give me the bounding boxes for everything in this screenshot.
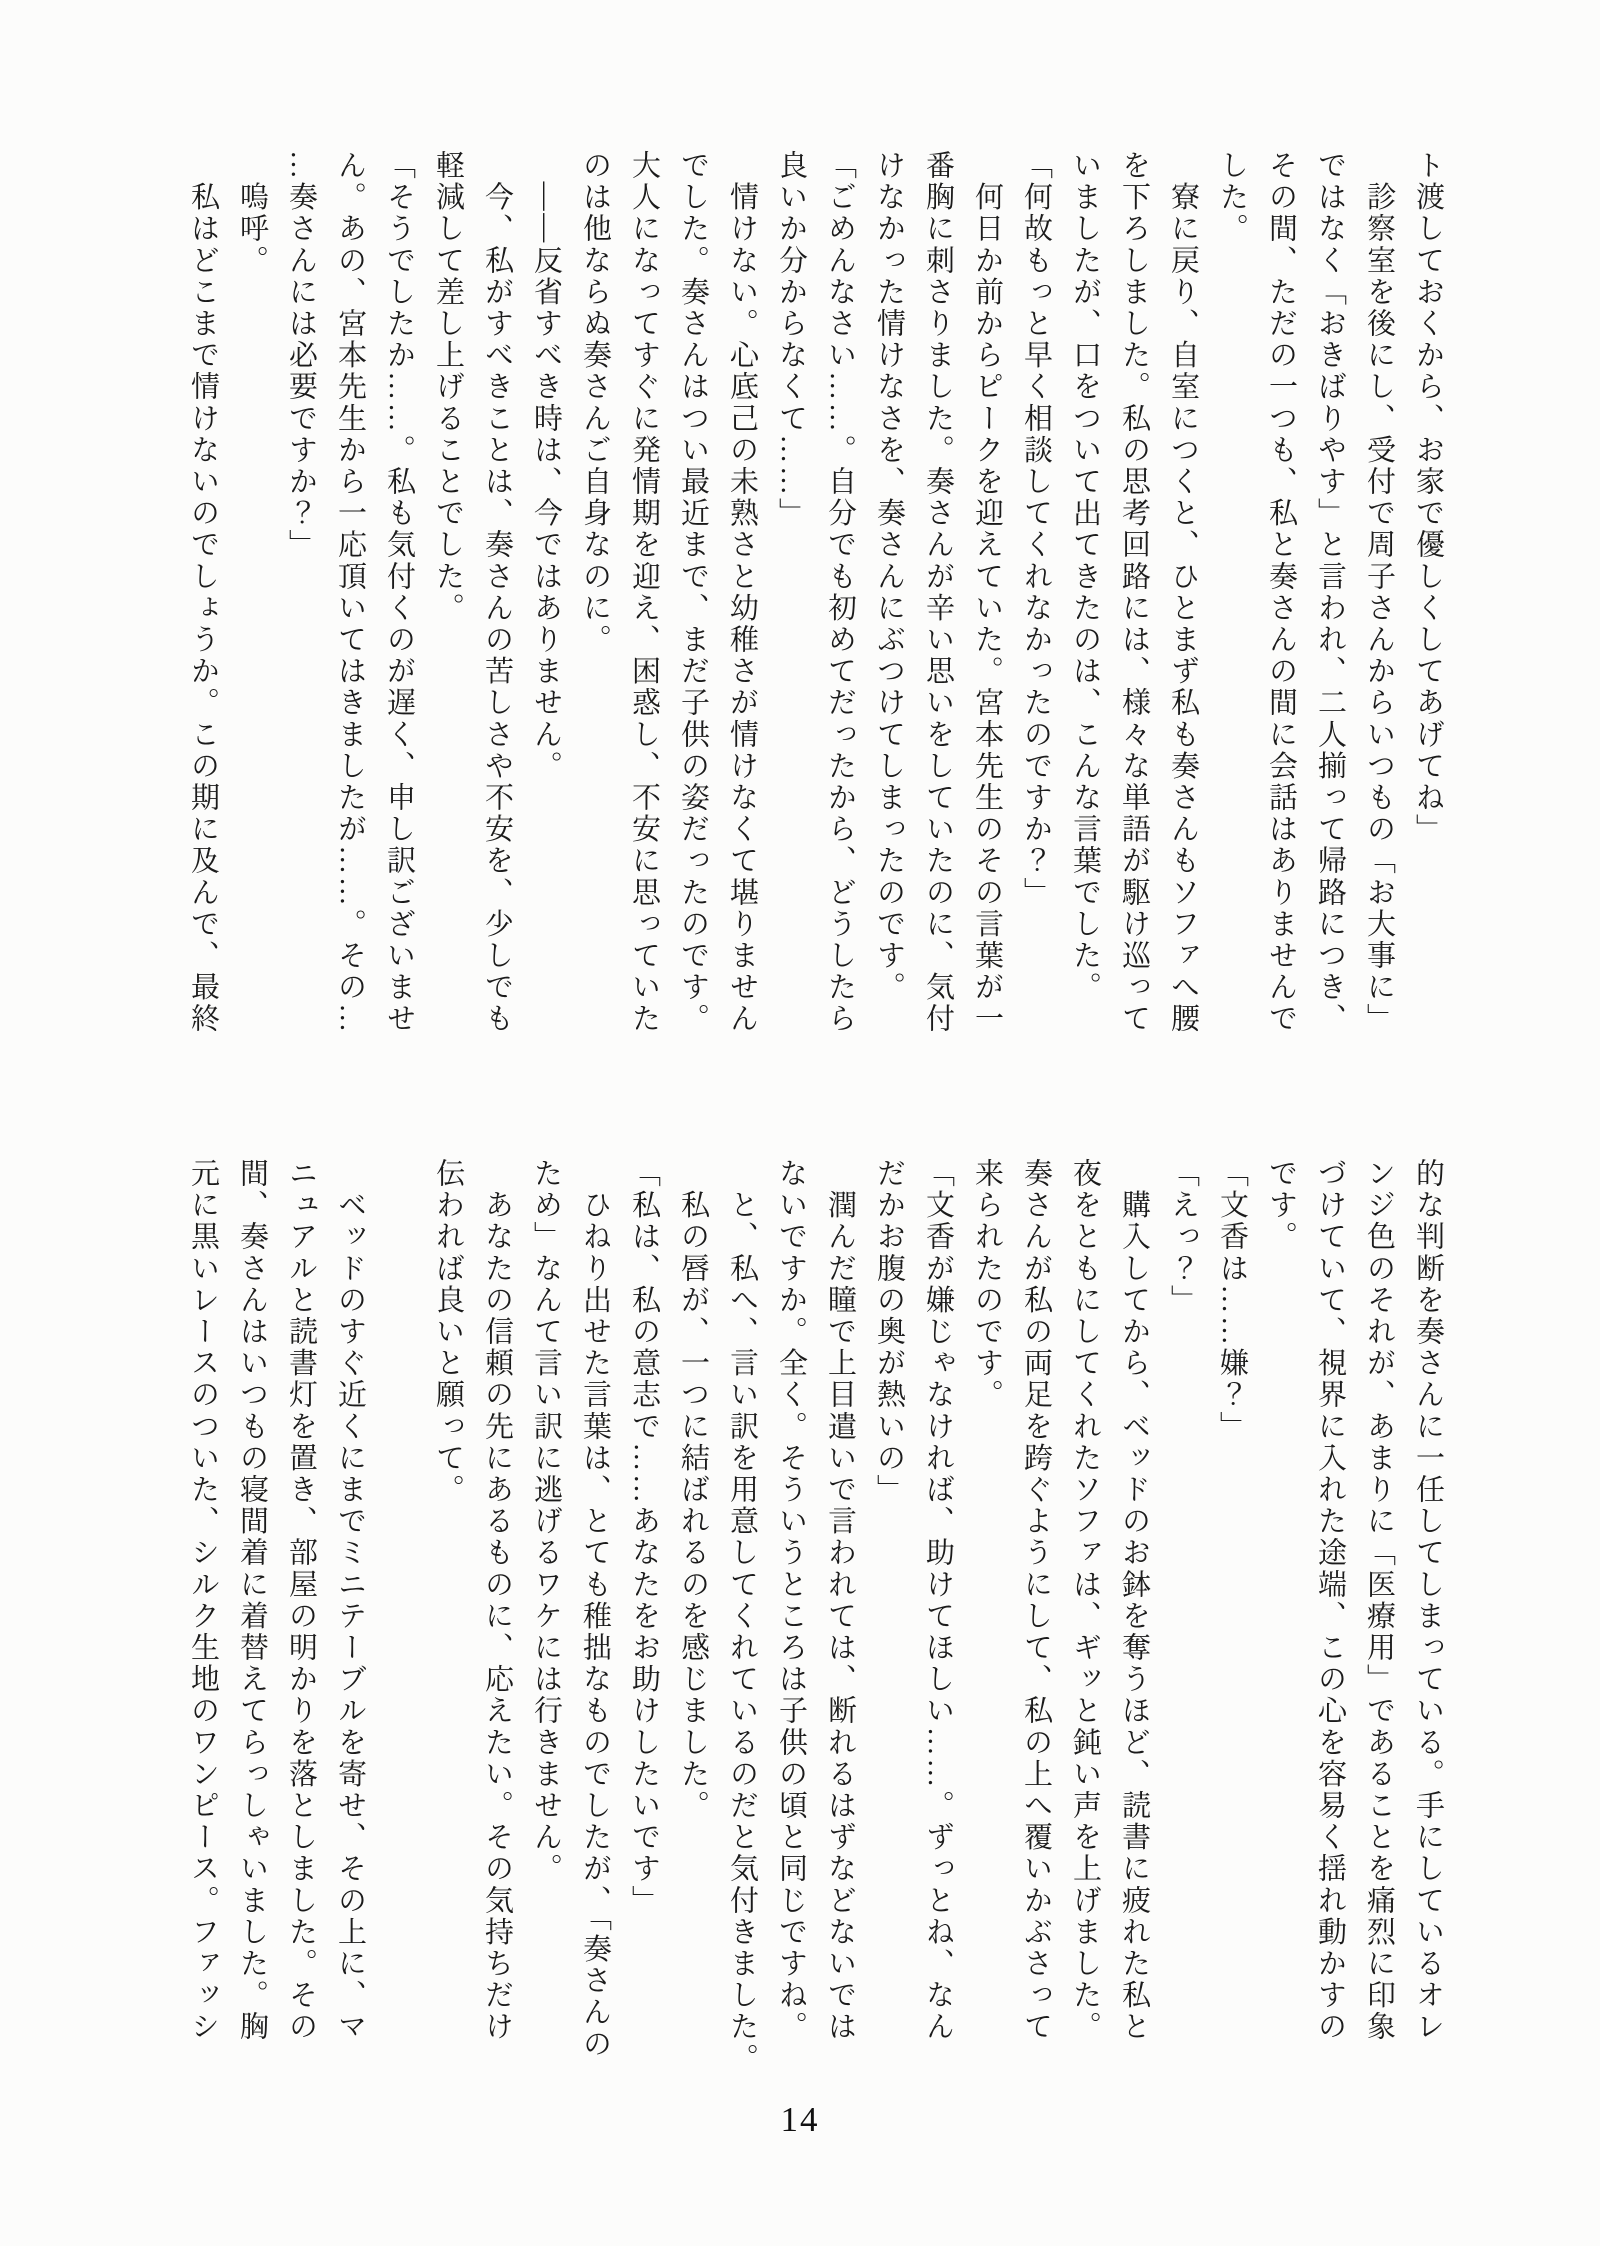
- text-column: でした。奏さんはつい最近まで、まだ子供の姿だったのです。: [677, 150, 709, 1035]
- top-text-block: [178, 150, 1452, 1070]
- text-column: [374, 1158, 423, 2080]
- text-column: 情けない。心底己の未熟さと幼稚さが情けなくて堪りません: [726, 150, 758, 1035]
- text-column: 奏さんが私の両足を跨ぐようにして、私の上へ覆いかぶさって: [1020, 1158, 1052, 2043]
- text-column: 来られたのです。: [971, 1158, 1003, 1411]
- text-column: のは他ならぬ奏さんご自身なのに。: [579, 150, 611, 656]
- text-column: と、私へ、言い訳を用意してくれているのだと気付きました。: [726, 1158, 758, 2075]
- text-column: ん。あの、宮本先生から一応頂いてはきましたが……。その…: [334, 150, 366, 1035]
- text-column: づけていて、視界に入れた途端、この心を容易く揺れ動かすの: [1314, 1158, 1346, 2043]
- text-column: 元に黒いレースのついた、シルク生地のワンピース。ファッシ: [187, 1158, 219, 2043]
- text-column: けなかった情けなさを、奏さんにぶつけてしまったのです。: [873, 150, 905, 1004]
- text-column: を下ろしました。私の思考回路には、様々な単語が駆け巡って: [1118, 150, 1150, 1035]
- text-column: 番胸に刺さりました。奏さんが辛い思いをしていたのに、気付: [922, 150, 954, 1035]
- text-column: ため」なんて言い訳に逃げるワケには行きません。: [530, 1158, 562, 1885]
- text-column: ト渡しておくから、お家で優しくしてあげてね」: [1412, 150, 1444, 846]
- text-column: ないですか。全く。そういうところは子供の頃と同じですね。: [775, 1158, 807, 2043]
- text-column: 私の唇が、一つに結ばれるのを感じました。: [677, 1158, 709, 1822]
- text-column: です。: [1265, 1158, 1297, 1253]
- text-column: 今、私がすべきことは、奏さんの苦しさや不安を、少しでも: [481, 150, 513, 1035]
- text-column: 大人になってすぐに発情期を迎え、困惑し、不安に思っていた: [628, 150, 660, 1035]
- text-column: 寮に戻り、自室につくと、ひとまず私も奏さんもソファへ腰: [1167, 150, 1199, 1035]
- text-column: ベッドのすぐ近くにまでミニテーブルを寄せ、その上に、マ: [334, 1158, 366, 2043]
- text-column: 「ごめんなさい……。自分でも初めてだったから、どうしたら: [824, 150, 856, 1035]
- text-column: ひねり出せた言葉は、とても稚拙なものでしたが、「奏さんの: [579, 1158, 611, 2060]
- page-number: 14: [780, 2100, 820, 2139]
- text-column: いましたが、口をついて出てきたのは、こんな言葉でした。: [1069, 150, 1101, 1004]
- text-column: 間、奏さんはいつもの寝間着に着替えてらっしゃいました。胸: [236, 1158, 268, 2043]
- text-column: …奏さんには必要ですか？」: [285, 150, 317, 561]
- text-column: 伝われば良いと願って。: [432, 1158, 464, 1506]
- text-column: 夜をともにしてくれたソファは、ギッと鈍い声を上げました。: [1069, 1158, 1101, 2043]
- text-column: 「私は、私の意志で……あなたをお助けしたいです」: [628, 1158, 660, 1917]
- text-column: だかお腹の奥が熱いの」: [873, 1158, 905, 1506]
- text-column: した。: [1216, 150, 1248, 245]
- text-column: 「何故もっと早く相談してくれなかったのですか？」: [1020, 150, 1052, 909]
- text-column: ニュアルと読書灯を置き、部屋の明かりを落としました。その: [285, 1158, 317, 2043]
- text-column: 軽減して差し上げることでした。: [432, 150, 464, 624]
- text-column: 嗚呼。: [236, 150, 268, 277]
- text-column: その間、ただの一つも、私と奏さんの間に会話はありませんで: [1265, 150, 1297, 1035]
- text-column: あなたの信頼の先にあるものに、応えたい。その気持ちだけ: [481, 1158, 513, 2043]
- text-column: 「文香は……嫌？」: [1216, 1158, 1248, 1443]
- text-column: 的な判断を奏さんに一任してしまっている。手にしているオレ: [1412, 1158, 1444, 2043]
- text-column: 購入してから、ベッドのお鉢を奪うほど、読書に疲れた私と: [1118, 1158, 1150, 2043]
- text-column: 何日か前からピークを迎えていた。宮本先生のその言葉が一: [971, 150, 1003, 1035]
- text-column: ンジ色のそれが、あまりに「医療用」であることを痛烈に印象: [1363, 1158, 1395, 2043]
- text-column: 私はどこまで情けないのでしょうか。この期に及んで、最終: [187, 150, 219, 1035]
- bottom-text-block: [178, 1158, 1452, 2080]
- text-column: 潤んだ瞳で上目遣いで言われては、断れるはずなどないでは: [824, 1158, 856, 2043]
- text-column: 良いか分からなくて……」: [775, 150, 807, 530]
- text-column: 「えっ？」: [1167, 1158, 1199, 1316]
- text-column: 診察室を後にし、受付で周子さんからいつもの「お大事に」: [1363, 150, 1395, 1035]
- text-column: 「そうでしたか……。私も気付くのが遅く、申し訳ございませ: [383, 150, 415, 1035]
- text-column: 「文香が嫌じゃなければ、助けてほしい……。ずっとね、なん: [922, 1158, 954, 2043]
- text-column: ではなく「おきばりやす」と言われ、二人揃って帰路につき、: [1314, 150, 1346, 1035]
- text-column: ――反省すべき時は、今ではありません。: [530, 150, 562, 782]
